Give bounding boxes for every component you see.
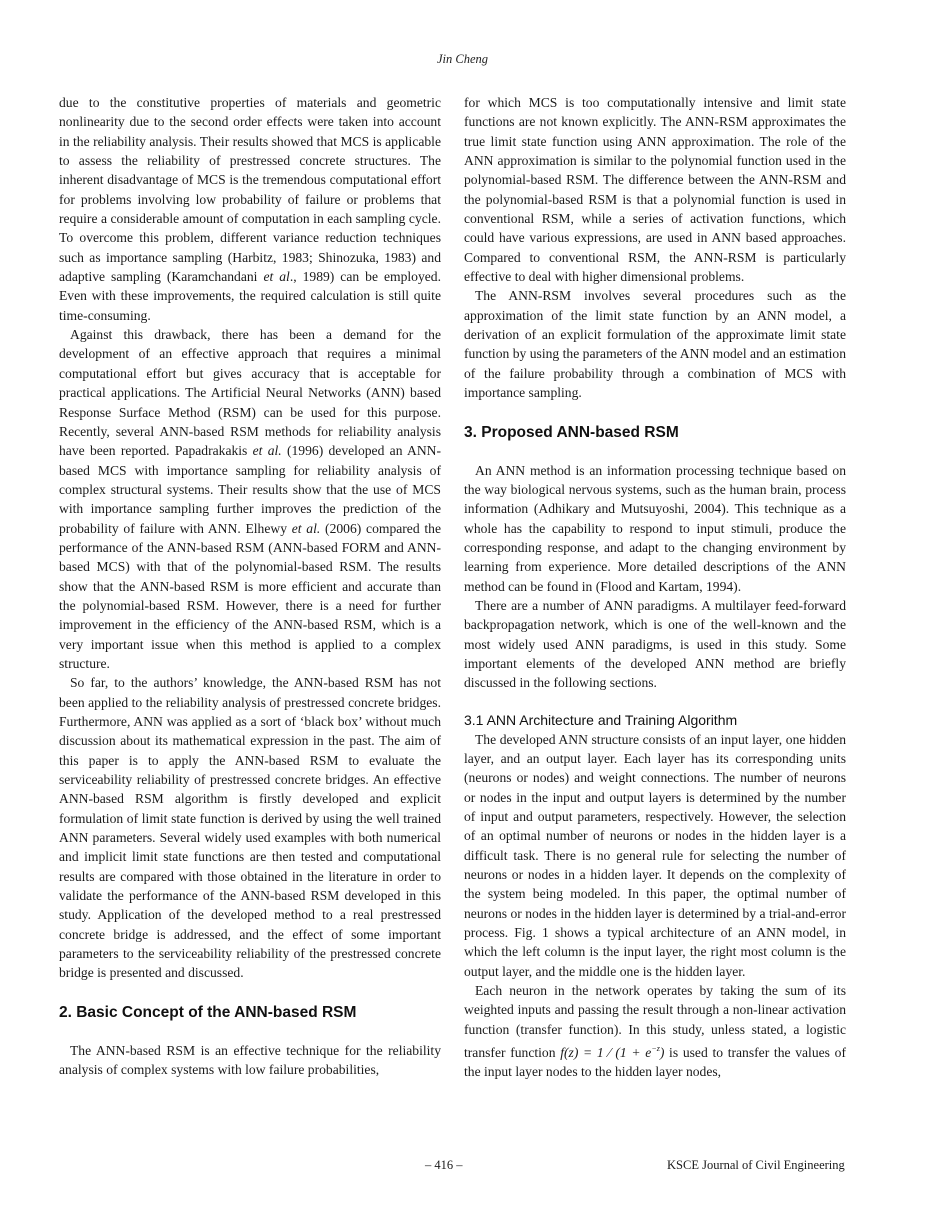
- et-al-citation: et al: [263, 269, 290, 285]
- formula-exponent: −z: [651, 1044, 660, 1054]
- paragraph-text: (1996) developed an ANN-based MCS with importance sampling for reliability analysis of complex structural systems. Their results show that the use of MCS with importance sampling further improves the prediction of the probability of failure with ANN. Elhewy: [59, 443, 441, 536]
- paragraph: The ANN-RSM involves several procedures such as the approximation of the limit state function by an ANN model, a derivation of an explicit formulation of the approximate limit state function by using the parameters of the ANN model and an estimation of the failure probability through a combination of MCS with importance sampling.: [464, 288, 846, 401]
- right-column: [464, 93, 846, 1082]
- paragraph: The developed ANN structure consists of an input layer, one hidden layer, and an output layer. Each layer has its corresponding units (neurons or nodes) and weight connections. The number of neurons or nodes in the input and output layers is determined by the number of input and output parameters, respectively. However, the selection of an optimal number of neurons or nodes in the hidden layer is a difficult task. There is no general rule for selecting the number of neurons or nodes in a hidden layer. It depends on the complexity of the system being modeled. In this paper, the optimal number of neurons or nodes in the hidden layer is determined by a trial-and-error process. Fig. 1 shows a typical architecture of an ANN model, in which the left column is the input layer, the right most column is the output layer, and the middle one is the hidden layer.: [464, 731, 846, 979]
- paragraph: So far, to the authors’ knowledge, the ANN-based RSM has not been applied to the reliability analysis of prestressed concrete bridges. Furthermore, ANN was applied as a sort of ‘black box’ without much discussion about its mathematical expression in the past. The aim of this paper is to apply the ANN-based RSM to evaluate the serviceability reliability of prestressed concrete bridges. An effective ANN-based RSM algorithm is firstly developed and explicit formulation of limit state function is derived by using the well trained ANN parameters. Several widely used examples with both numerical and implicit limit state functions are then tested and computational results are compared with those obtained in the literature in order to validate the performance of the ANN-based RSM developed in this study. Application of the developed method to a real prestressed concrete bridge is addressed, and the effect of some important parameters to the serviceability reliability of the prestressed concrete bridge is presented and discussed.: [59, 675, 441, 981]
- paragraph: An ANN method is an information processing technique based on the way biological nervous systems, such as the human brain, process information (Adhikary and Mutsuyoshi, 2004). This technique as a whole has the capability to respond to input stimuli, produce the corresponding response, and adapt to the changing environment by learning from experience. More detailed descriptions of the ANN method can be found in (Flood and Kartam, 1994).: [464, 462, 846, 594]
- page-number: – 416 –: [425, 1158, 463, 1172]
- logistic-function-formula: [560, 1045, 664, 1060]
- formula-body: f(z) = 1 ⁄ (1 + e: [560, 1045, 652, 1061]
- et-al-citation: et al.: [252, 443, 282, 459]
- et-al-citation: et al.: [291, 520, 321, 536]
- subsection-heading-3-1: 3.1 ANN Architecture and Training Algorithm: [464, 711, 738, 728]
- journal-name: KSCE Journal of Civil Engineering: [667, 1158, 845, 1172]
- left-column: [59, 93, 441, 1080]
- formula-close: ): [659, 1045, 665, 1061]
- paragraph-text: Against this drawback, there has been a demand for the development of an effective approach that requires a minimal computational effort but gives accuracy that is acceptable for practical applications. The Artificial Neural Networks (ANN) based Response Surface Method (RSM) can be used for this purpose. Recently, several ANN-based RSM methods for reliability analysis have been reported. Papadrakakis: [59, 327, 441, 459]
- paragraph-text: (2006) compared the performance of the ANN-based RSM (ANN-based FORM and ANN-based MCS) with that of the polynomial-based RSM. The results show that the ANN-based RSM is more efficient and accurate than the polynomial-based RSM. However, there is a need for further improvement in the efficiency of the ANN-based RSM, which is a very important issue when this method is applied to a complex structure.: [59, 520, 441, 671]
- paragraph: [59, 93, 441, 325]
- paragraph-text: Each neuron in the network operates by taking the sum of its weighted inputs and passing the result through a non-linear activation function (transfer function). In this study, unless stated, a logistic transfer function: [464, 983, 846, 1061]
- paragraph: [59, 325, 441, 673]
- paragraph-text: ., 1989) can be employed. Even with these improvements, the required calculation is still quite time-consuming.: [59, 269, 441, 323]
- paragraph-text: is used to transfer the values of the input layer nodes to the hidden layer nodes,: [464, 1045, 846, 1080]
- paragraph: The ANN-based RSM is an effective technique for the reliability analysis of complex systems with low failure probabilities,: [59, 1042, 441, 1078]
- paragraph-text: due to the constitutive properties of materials and geometric nonlinearity due to the second order effects were taken into account in the reliability analysis. Their results showed that MCS is applicable to assess the reliability of prestressed concrete structures. The inherent disadvantage of MCS is the tremendous computational effort for problems involving low probability of failure or problems that require a considerable amount of computation in each sampling cycle. To overcome this problem, different variance reduction techniques such as importance sampling (Harbitz, 1983; Shinozuka, 1983) and adaptive sampling (Karamchandani: [59, 95, 441, 285]
- paragraph: [464, 981, 846, 1082]
- section-heading-2: 2. Basic Concept of the ANN-based RSM: [59, 1003, 357, 1021]
- paragraph: There are a number of ANN paradigms. A multilayer feed-forward backpropagation network, which is one of the well-known and the most widely used ANN paradigms, is used in this study. Some important elements of the developed ANN method are briefly discussed in the following sections.: [464, 597, 846, 691]
- section-heading-3: 3. Proposed ANN-based RSM: [464, 423, 679, 441]
- paragraph: for which MCS is too computationally intensive and limit state functions are not known explicitly. The ANN-RSM approximates the true limit state function using ANN approximation. The role of the ANN approximation is similar to the polynomial function used in the polynomial-based RSM. The difference between the ANN-RSM and the polynomial-based RSM is that a polynomial function is used in conventional RSM, while a series of activation functions, which could have various expressions, are used in ANN based approaches. Compared to conventional RSM, the ANN-RSM is particularly effective to deal with higher dimensional problems.: [464, 95, 846, 285]
- running-head-author: Jin Cheng: [436, 52, 489, 66]
